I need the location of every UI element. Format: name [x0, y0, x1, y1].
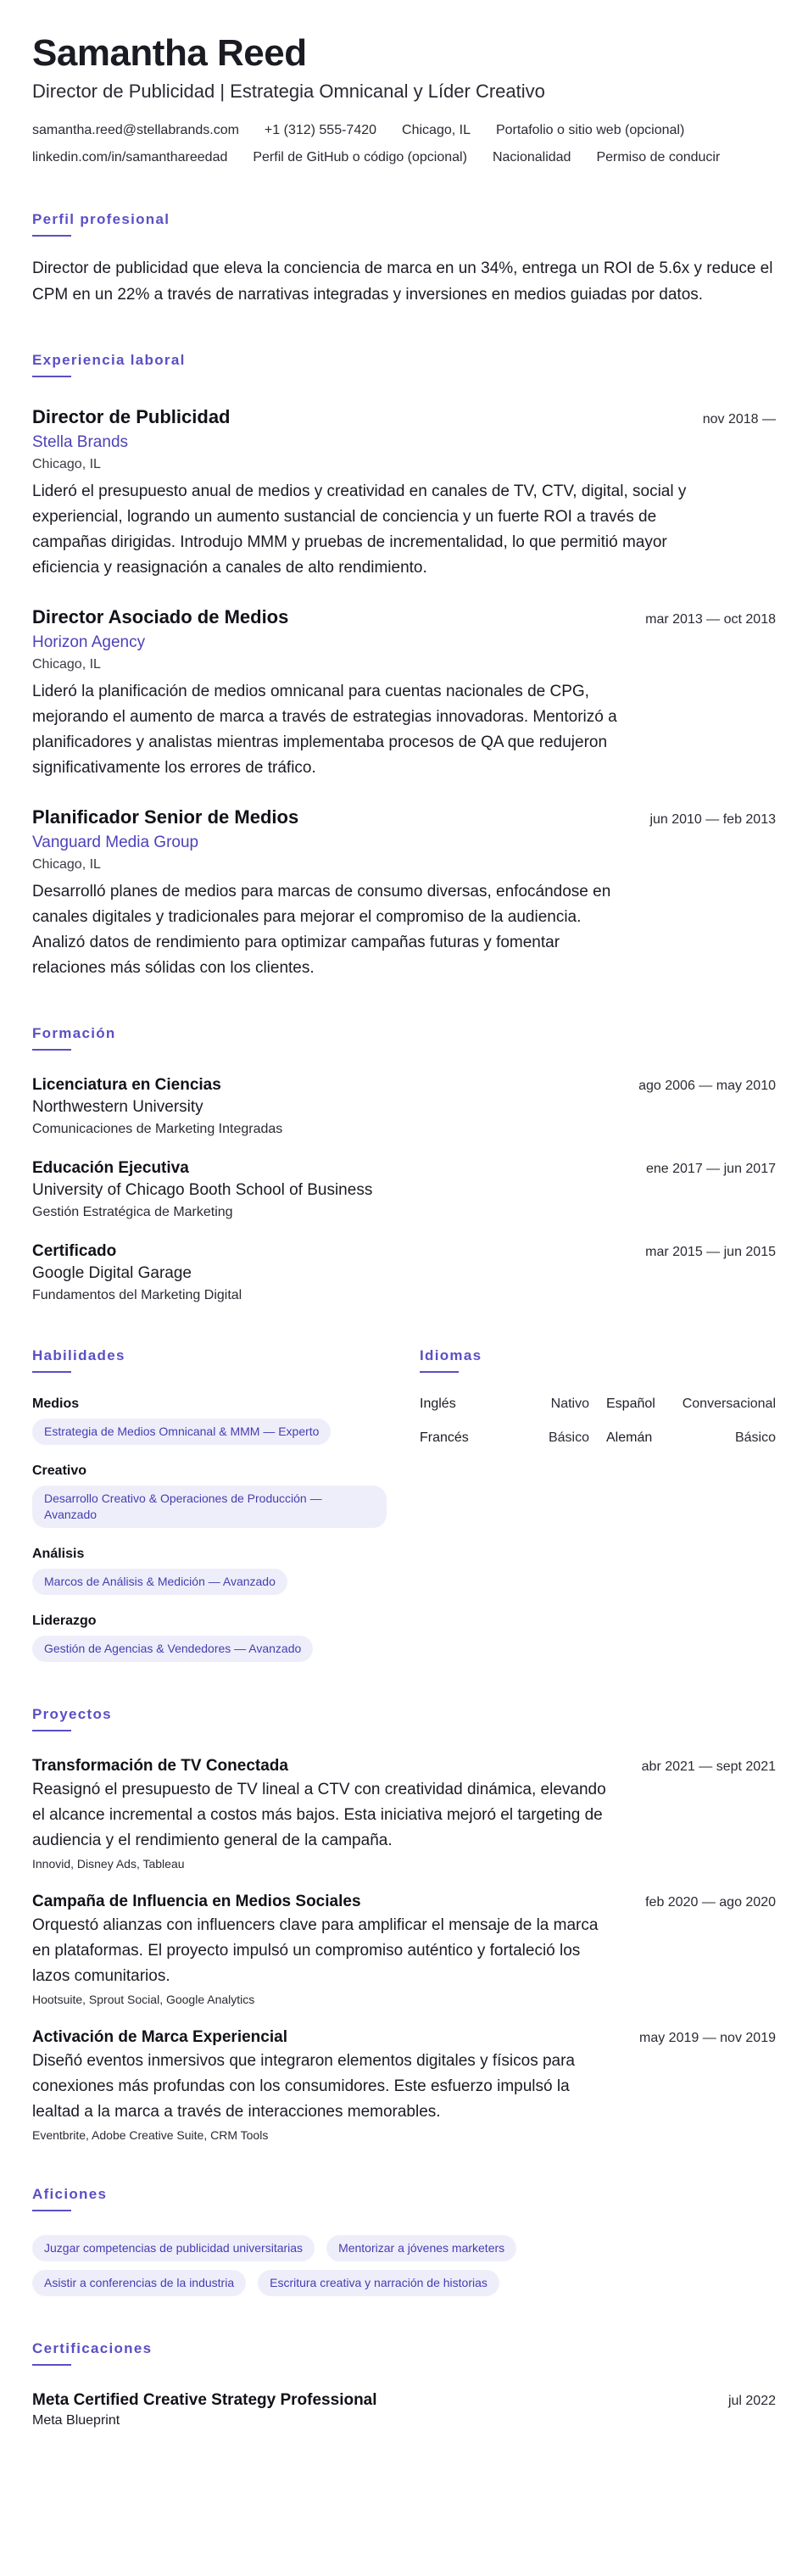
profile-summary: Director de publicidad que eleva la conciencia de marca en un 34%, entrega un ROI de 5.6x y reduce el CPM en un 22% a través de narrativas integradas y inversiones en medios guiadas por datos.	[32, 259, 773, 304]
candidate-name: Samantha Reed	[32, 32, 307, 74]
languages-grid	[420, 1397, 776, 1446]
language-level: Básico	[734, 1430, 776, 1445]
skill-chip: Marcos de Análisis & Medición — Avanzado	[32, 1569, 287, 1595]
project-tools: Hootsuite, Sprout Social, Google Analytics	[32, 1992, 255, 2006]
language-level: Básico	[548, 1430, 589, 1445]
profile-section	[32, 211, 776, 308]
section-title-skills: Habilidades	[32, 1347, 388, 1373]
contact-list	[32, 121, 776, 167]
project-dates: feb 2020 — ago 2020	[645, 1894, 776, 1910]
interests-chips	[32, 2235, 626, 2296]
project-entry	[32, 2028, 776, 2142]
education-degree: Educación Ejecutiva	[32, 1158, 189, 1177]
job-dates: nov 2018 —	[702, 411, 776, 427]
language-name: Inglés	[420, 1396, 456, 1411]
language-level: Nativo	[550, 1396, 589, 1411]
contact-github[interactable]: Perfil de GitHub o código (opcional)	[253, 149, 467, 164]
education-entry	[32, 1242, 776, 1303]
job-title: Director Asociado de Medios	[32, 605, 289, 627]
project-entry	[32, 1757, 776, 1871]
project-title: Campaña de Influencia en Medios Sociales	[32, 1892, 361, 1910]
interest-chip: Escritura creativa y narración de historias	[258, 2270, 499, 2296]
contact-website[interactable]: Portafolio o sitio web (opcional)	[495, 122, 685, 137]
project-title: Transformación de TV Conectada	[32, 1756, 288, 1775]
education-entry	[32, 1076, 776, 1137]
interest-chip: Juzgar competencias de publicidad universitarias	[32, 2235, 315, 2261]
language-item	[606, 1397, 776, 1412]
language-item	[420, 1397, 589, 1412]
skill-group	[32, 1464, 388, 1528]
projects-section	[32, 1706, 776, 2142]
education-entry	[32, 1159, 776, 1220]
skill-chip: Desarrollo Creativo & Operaciones de Producción — Avanzado	[32, 1486, 387, 1528]
experience-section	[32, 352, 776, 981]
job-company: Stella Brands	[32, 432, 129, 451]
contact-location: Chicago, IL	[402, 122, 471, 137]
languages-section	[420, 1347, 776, 1662]
job-company: Horizon Agency	[32, 633, 146, 651]
project-dates: abr 2021 — sept 2021	[641, 1759, 776, 1774]
education-dates: mar 2015 — jun 2015	[645, 1244, 776, 1259]
language-name: Francés	[420, 1430, 469, 1445]
skill-group	[32, 1547, 388, 1595]
education-field: Comunicaciones de Marketing Integradas	[32, 1121, 283, 1136]
job-entry	[32, 806, 776, 981]
job-location: Chicago, IL	[32, 856, 101, 872]
section-title-education: Formación	[32, 1025, 776, 1051]
interest-chip: Mentorizar a jóvenes marketers	[326, 2235, 516, 2261]
project-dates: may 2019 — nov 2019	[639, 2030, 776, 2045]
candidate-headline: Director de Publicidad | Estrategia Omnicanal y Líder Creativo	[32, 80, 545, 102]
project-description: Orquestó alianzas con influencers clave para amplificar el mensaje de la marca en plataformas. El proyecto impulsó un compromiso auténtico y fortaleció los lazos comunitarios.	[32, 1915, 599, 1985]
education-school: Northwestern University	[32, 1097, 203, 1116]
contact-linkedin[interactable]: linkedin.com/in/samanthareedad	[32, 149, 228, 164]
education-school: Google Digital Garage	[32, 1263, 192, 1282]
project-tools: Eventbrite, Adobe Creative Suite, CRM Tools	[32, 2127, 269, 2142]
job-dates: jun 2010 — feb 2013	[649, 811, 776, 827]
skill-group-name: Medios	[32, 1396, 80, 1411]
interest-chip: Asistir a conferencias de la industria	[32, 2270, 246, 2296]
section-title-projects: Proyectos	[32, 1706, 776, 1731]
certification-entry	[32, 2391, 776, 2428]
education-dates: ago 2006 — may 2010	[638, 1078, 776, 1093]
education-field: Gestión Estratégica de Marketing	[32, 1204, 233, 1219]
job-entry	[32, 406, 776, 581]
interests-section	[32, 2186, 776, 2296]
skill-chip: Gestión de Agencias & Vendedores — Avanzado	[32, 1636, 313, 1662]
job-title: Planificador Senior de Medios	[32, 806, 299, 828]
language-name: Alemán	[606, 1430, 653, 1445]
contact-nationality: Nacionalidad	[492, 149, 571, 164]
skill-group	[32, 1614, 388, 1662]
skill-group-name: Liderazgo	[32, 1613, 97, 1628]
education-degree: Licenciatura en Ciencias	[32, 1075, 221, 1094]
skill-group-name: Análisis	[32, 1546, 85, 1561]
education-section	[32, 1025, 776, 1303]
job-entry	[32, 606, 776, 781]
contact-license: Permiso de conducir	[596, 149, 721, 164]
skill-chip: Estrategia de Medios Omnicanal & MMM — Experto	[32, 1419, 331, 1445]
contact-phone[interactable]: +1 (312) 555-7420	[264, 122, 377, 137]
section-title-certifications: Certificaciones	[32, 2340, 776, 2366]
section-title-interests: Aficiones	[32, 2186, 776, 2211]
certification-title: Meta Certified Creative Strategy Professional	[32, 2390, 377, 2409]
language-item	[606, 1430, 776, 1446]
language-level: Conversacional	[682, 1396, 776, 1411]
job-location: Chicago, IL	[32, 456, 101, 471]
skills-section	[32, 1347, 388, 1662]
education-degree: Certificado	[32, 1241, 117, 1260]
certification-issuer: Meta Blueprint	[32, 2412, 120, 2428]
job-description: Lideró la planificación de medios omnicanal para cuentas nacionales de CPG, mejorando el aumento de marca a través de estrategias innovadoras. Mentorizó a planificadores y analistas mientras implementaba procesos de QA que redujeron significativamente los errores de tráfico.	[32, 682, 617, 777]
resume-header	[32, 32, 776, 167]
language-item	[420, 1430, 589, 1446]
skills-languages-row	[32, 1347, 776, 1662]
education-dates: ene 2017 — jun 2017	[645, 1161, 776, 1176]
contact-email[interactable]: samantha.reed@stellabrands.com	[32, 122, 239, 137]
education-school: University of Chicago Booth School of Business	[32, 1180, 373, 1199]
skill-group-name: Creativo	[32, 1463, 87, 1478]
language-name: Español	[606, 1396, 655, 1411]
skill-group	[32, 1397, 388, 1445]
project-description: Diseñó eventos inmersivos que integraron elementos digitales y físicos para conexiones más profundas con los consumidores. Este esfuerzo impulsó la lealtad a la marca a través de interacciones memorables.	[32, 2051, 575, 2121]
job-dates: mar 2013 — oct 2018	[645, 611, 776, 627]
section-title-languages: Idiomas	[420, 1347, 776, 1373]
job-description: Lideró el presupuesto anual de medios y creatividad en canales de TV, CTV, digital, social y experiencial, logrando un aumento sustancial de conciencia y un fuerte ROI a través de campañas dirigidas. Introdujo MMM y pruebas de incrementalidad, lo que permitió mayor eficiencia y reasignación a canales de alto rendimiento.	[32, 482, 687, 577]
certifications-section	[32, 2340, 776, 2428]
project-description: Reasignó el presupuesto de TV lineal a CTV con creatividad dinámica, elevando el alcance incremental a costos más bajos. Esta iniciativa mejoró el targeting de audiencia y el rendimiento general de la campaña.	[32, 1780, 606, 1849]
job-description: Desarrolló planes de medios para marcas de consumo diversas, enfocándose en canales digitales y tradicionales para mejorar el compromiso de la audiencia. Analizó datos de rendimiento para optimizar campañas futuras y fomentar relaciones más sólidas con los clientes.	[32, 882, 611, 977]
project-tools: Innovid, Disney Ads, Tableau	[32, 1856, 185, 1871]
job-title: Director de Publicidad	[32, 405, 231, 427]
education-field: Fundamentos del Marketing Digital	[32, 1287, 242, 1302]
job-location: Chicago, IL	[32, 656, 101, 672]
section-title-profile: Perfil profesional	[32, 211, 776, 237]
project-title: Activación de Marca Experiencial	[32, 2027, 287, 2046]
job-company: Vanguard Media Group	[32, 833, 199, 851]
section-title-experience: Experiencia laboral	[32, 352, 776, 377]
project-entry	[32, 1893, 776, 2006]
certification-date: jul 2022	[727, 2393, 776, 2408]
